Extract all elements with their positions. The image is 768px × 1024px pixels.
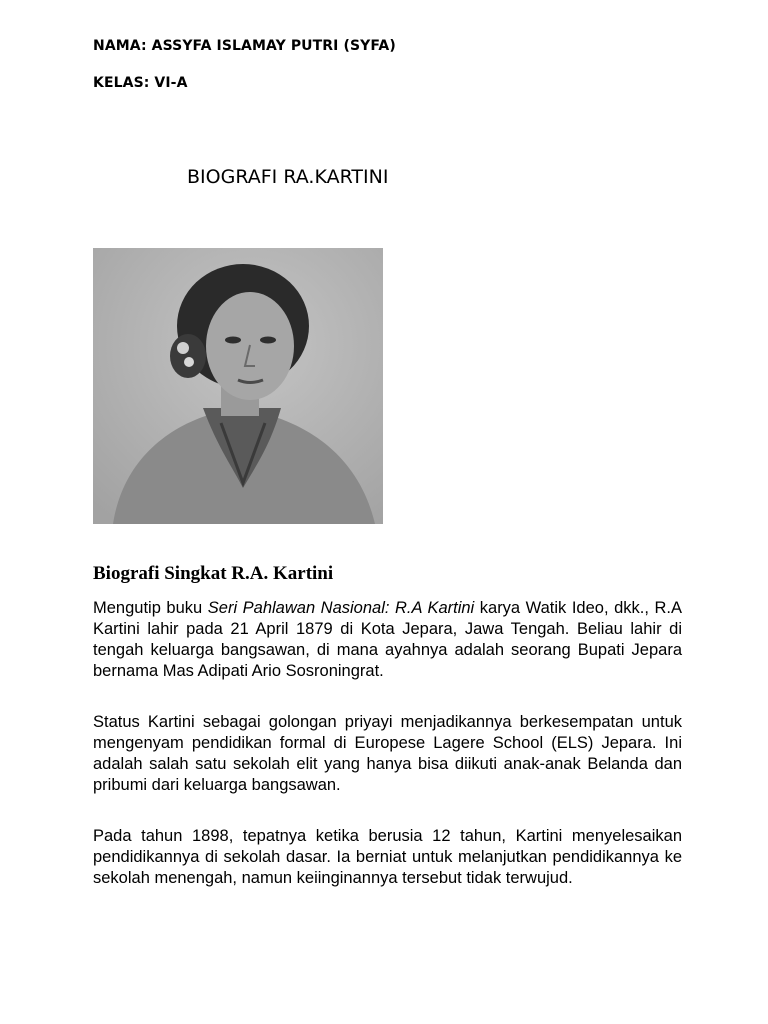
hair-flower-2 bbox=[184, 357, 194, 367]
student-class: KELAS: VI-A bbox=[93, 75, 188, 91]
document-title: BIOGRAFI RA.KARTINI bbox=[187, 166, 389, 188]
paragraph-3: Pada tahun 1898, tepatnya ketika berusia 12 tahun, Kartini menyelesaikan pendidikannya di sekolah dasar. Ia berniat untuk melanjutkan pendidikannya ke sekolah menengah, namun keiinginannya tersebut tidak terwujud. bbox=[93, 827, 682, 887]
book-title: Seri Pahlawan Nasional: R.A Kartini bbox=[207, 599, 475, 617]
paragraph-1-lead: Mengutip buku bbox=[93, 599, 208, 617]
paragraph-1-rest: karya Watik Ideo, dkk., R.A Kartini lahir pada 21 April 1879 di Kota Jepara, Jawa Tengah. Beliau lahir di tengah keluarga bangsawan, di mana ayahnya adalah seorang Bupati Jepara bernama Mas Adipati Ario Sosroningrat. bbox=[93, 599, 682, 680]
hair-flower bbox=[177, 342, 189, 354]
portrait-photo bbox=[93, 248, 383, 524]
paragraph-1 bbox=[93, 598, 682, 682]
paragraph-2: Status Kartini sebagai golongan priyayi menjadikannya berkesempatan untuk mengenyam pendidikan formal di Europese Lagere School (ELS) Jepara. Ini adalah salah satu sekolah elit yang hanya bisa diikuti anak-anak Belanda dan pribumi dari keluarga bangsawan. bbox=[93, 713, 682, 794]
student-name: NAMA: ASSYFA ISLAMAY PUTRI (SYFA) bbox=[93, 38, 396, 54]
hair-bun bbox=[170, 334, 206, 378]
right-eye bbox=[260, 337, 276, 344]
left-eye bbox=[225, 337, 241, 344]
section-heading: Biografi Singkat R.A. Kartini bbox=[93, 563, 334, 584]
